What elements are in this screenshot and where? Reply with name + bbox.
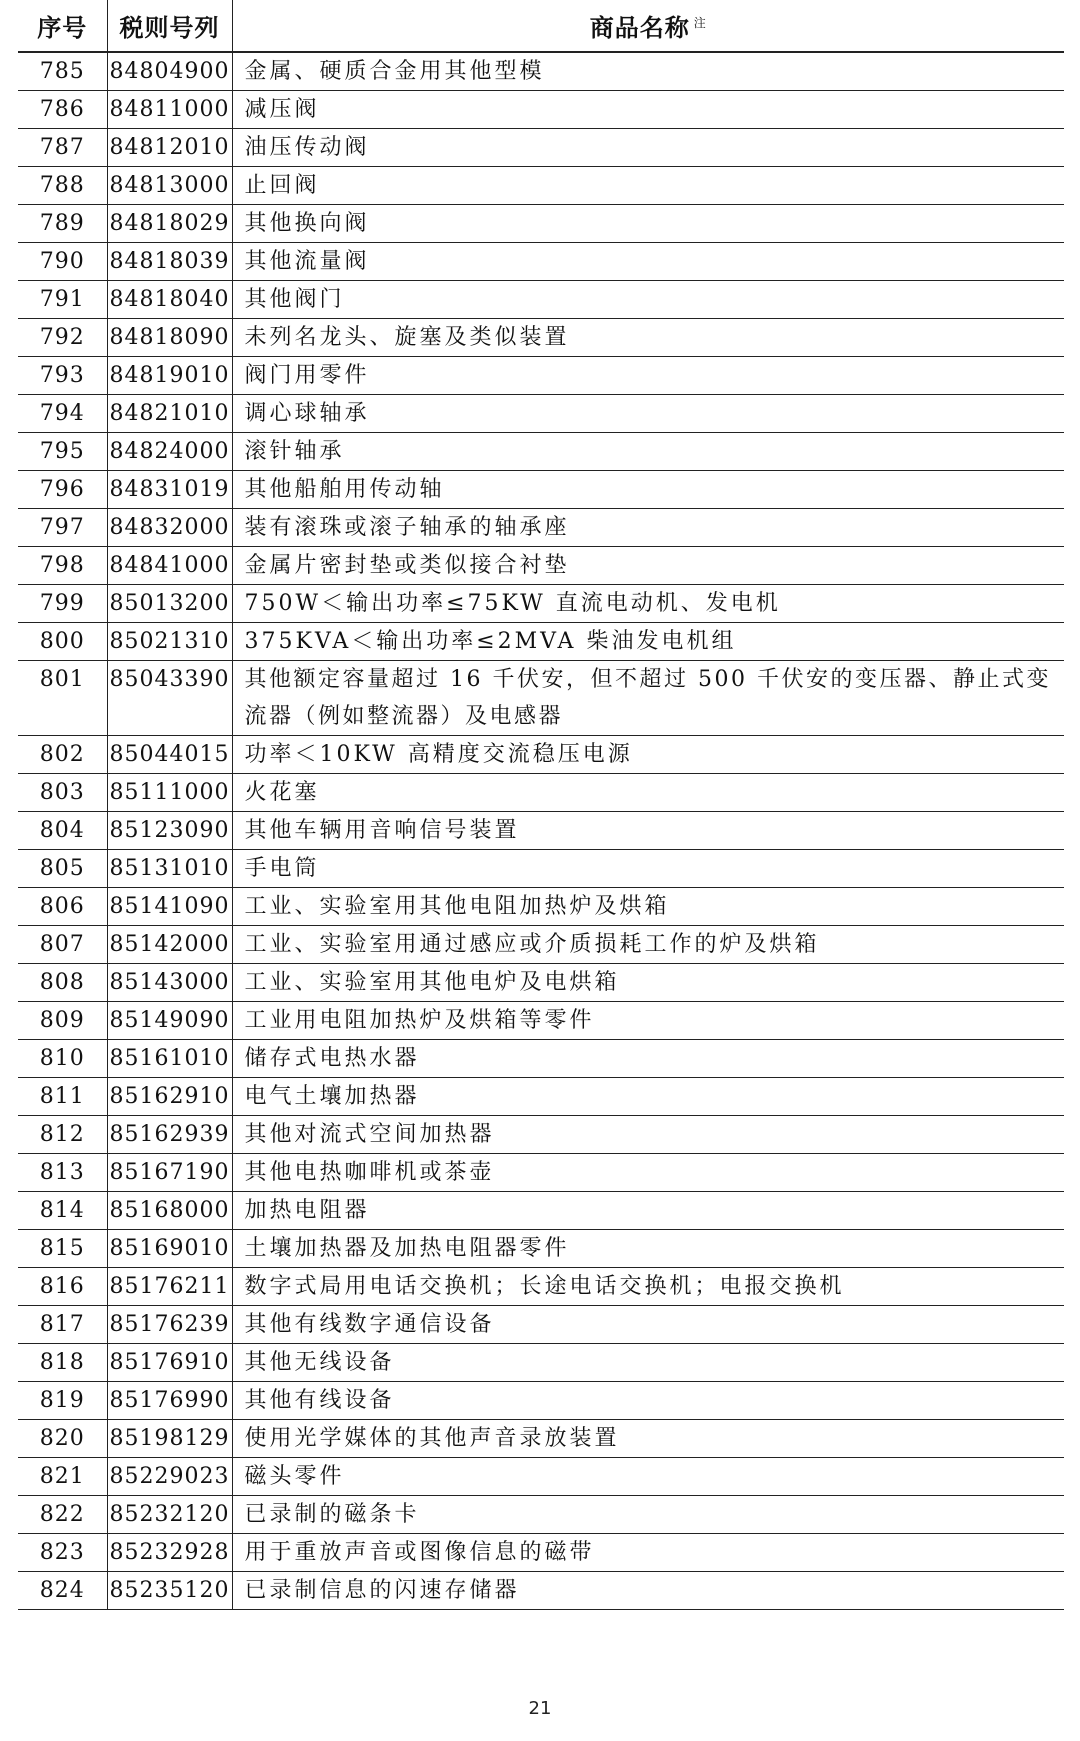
serial-no-cell: 804 xyxy=(18,812,107,850)
serial-no-cell: 797 xyxy=(18,509,107,547)
tariff-code-cell: 84821010 xyxy=(107,395,232,433)
tariff-code-cell: 85176211 xyxy=(107,1268,232,1306)
serial-no-cell: 817 xyxy=(18,1306,107,1344)
commodity-name-cell: 储存式电热水器 xyxy=(232,1040,1064,1078)
tariff-code-cell: 85021310 xyxy=(107,623,232,661)
commodity-name-cell: 金属、硬质合金用其他型模 xyxy=(232,52,1064,91)
commodity-name-cell: 油压传动阀 xyxy=(232,129,1064,167)
tariff-code-cell: 85149090 xyxy=(107,1002,232,1040)
commodity-name-cell: 其他阀门 xyxy=(232,281,1064,319)
table-row xyxy=(18,1040,1064,1078)
serial-no-cell: 819 xyxy=(18,1382,107,1420)
table-row xyxy=(18,585,1064,623)
table-row xyxy=(18,471,1064,509)
table-row xyxy=(18,1496,1064,1534)
commodity-name-cell: 滚针轴承 xyxy=(232,433,1064,471)
tariff-code-cell: 85176239 xyxy=(107,1306,232,1344)
serial-no-cell: 802 xyxy=(18,736,107,774)
tariff-code-cell: 84818029 xyxy=(107,205,232,243)
tariff-code-cell: 85161010 xyxy=(107,1040,232,1078)
table-row xyxy=(18,1420,1064,1458)
tariff-code-cell: 84818039 xyxy=(107,243,232,281)
table-row xyxy=(18,1572,1064,1610)
commodity-name-cell: 金属片密封垫或类似接合衬垫 xyxy=(232,547,1064,585)
serial-no-cell: 806 xyxy=(18,888,107,926)
commodity-name-cell: 其他无线设备 xyxy=(232,1344,1064,1382)
header-serial-no: 序号 xyxy=(18,0,107,52)
commodity-name-cell: 装有滚珠或滚子轴承的轴承座 xyxy=(232,509,1064,547)
serial-no-cell: 820 xyxy=(18,1420,107,1458)
commodity-name-cell: 750W＜输出功率≤75KW 直流电动机、发电机 xyxy=(232,585,1064,623)
serial-no-cell: 785 xyxy=(18,52,107,91)
commodity-name-cell: 减压阀 xyxy=(232,91,1064,129)
commodity-name-cell: 其他有线设备 xyxy=(232,1382,1064,1420)
tariff-code-cell: 84812010 xyxy=(107,129,232,167)
tariff-code-cell: 84818090 xyxy=(107,319,232,357)
header-commodity-name xyxy=(232,0,1064,52)
serial-no-cell: 803 xyxy=(18,774,107,812)
commodity-name-cell: 工业、实验室用其他电阻加热炉及烘箱 xyxy=(232,888,1064,926)
table-row xyxy=(18,319,1064,357)
tariff-code-cell: 85162910 xyxy=(107,1078,232,1116)
table-row xyxy=(18,812,1064,850)
commodity-name-cell: 工业、实验室用其他电炉及电烘箱 xyxy=(232,964,1064,1002)
serial-no-cell: 809 xyxy=(18,1002,107,1040)
table-row xyxy=(18,1344,1064,1382)
table-row xyxy=(18,623,1064,661)
table-row xyxy=(18,1230,1064,1268)
commodity-name-cell: 火花塞 xyxy=(232,774,1064,812)
header-tariff-code: 税则号列 xyxy=(107,0,232,52)
header-note-mark: 注 xyxy=(693,16,707,30)
tariff-code-cell: 85232928 xyxy=(107,1534,232,1572)
table-body xyxy=(18,52,1064,1610)
serial-no-cell: 793 xyxy=(18,357,107,395)
tariff-code-cell: 85235120 xyxy=(107,1572,232,1610)
serial-no-cell: 816 xyxy=(18,1268,107,1306)
serial-no-cell: 813 xyxy=(18,1154,107,1192)
tariff-code-cell: 85131010 xyxy=(107,850,232,888)
table-row xyxy=(18,1192,1064,1230)
serial-no-cell: 786 xyxy=(18,91,107,129)
serial-no-cell: 789 xyxy=(18,205,107,243)
table-row xyxy=(18,1458,1064,1496)
tariff-code-cell: 84841000 xyxy=(107,547,232,585)
table-row xyxy=(18,167,1064,205)
tariff-code-cell: 85013200 xyxy=(107,585,232,623)
tariff-code-cell: 84832000 xyxy=(107,509,232,547)
serial-no-cell: 799 xyxy=(18,585,107,623)
serial-no-cell: 818 xyxy=(18,1344,107,1382)
tariff-code-cell: 85123090 xyxy=(107,812,232,850)
serial-no-cell: 811 xyxy=(18,1078,107,1116)
table-row xyxy=(18,774,1064,812)
commodity-name-cell: 已录制信息的闪速存储器 xyxy=(232,1572,1064,1610)
tariff-code-cell: 85176990 xyxy=(107,1382,232,1420)
table-row xyxy=(18,964,1064,1002)
tariff-code-cell: 85232120 xyxy=(107,1496,232,1534)
serial-no-cell: 810 xyxy=(18,1040,107,1078)
serial-no-cell: 798 xyxy=(18,547,107,585)
commodity-name-cell: 其他车辆用音响信号装置 xyxy=(232,812,1064,850)
commodity-name-cell: 电气土壤加热器 xyxy=(232,1078,1064,1116)
table-row xyxy=(18,1268,1064,1306)
serial-no-cell: 807 xyxy=(18,926,107,964)
table-row xyxy=(18,1534,1064,1572)
commodity-name-cell: 其他额定容量超过 16 千伏安，但不超过 500 千伏安的变压器、静止式变流器（例如整流器）及电感器 xyxy=(232,661,1064,736)
tariff-code-cell: 85162939 xyxy=(107,1116,232,1154)
tariff-code-cell: 85168000 xyxy=(107,1192,232,1230)
tariff-code-cell: 84811000 xyxy=(107,91,232,129)
table-header-row xyxy=(18,0,1064,52)
tariff-code-cell: 85229023 xyxy=(107,1458,232,1496)
serial-no-cell: 787 xyxy=(18,129,107,167)
commodity-name-cell: 调心球轴承 xyxy=(232,395,1064,433)
serial-no-cell: 822 xyxy=(18,1496,107,1534)
tariff-code-cell: 84818040 xyxy=(107,281,232,319)
table-row xyxy=(18,1306,1064,1344)
page-number: 21 xyxy=(528,1698,552,1719)
commodity-name-cell: 未列名龙头、旋塞及类似装置 xyxy=(232,319,1064,357)
table-row xyxy=(18,129,1064,167)
tariff-code-cell: 84824000 xyxy=(107,433,232,471)
serial-no-cell: 795 xyxy=(18,433,107,471)
table-row xyxy=(18,357,1064,395)
serial-no-cell: 812 xyxy=(18,1116,107,1154)
table-row xyxy=(18,205,1064,243)
table-row xyxy=(18,395,1064,433)
commodity-name-cell: 功率＜10KW 高精度交流稳压电源 xyxy=(232,736,1064,774)
commodity-name-cell: 其他船舶用传动轴 xyxy=(232,471,1064,509)
tariff-code-cell: 85142000 xyxy=(107,926,232,964)
tariff-code-cell: 85167190 xyxy=(107,1154,232,1192)
tariff-code-cell: 85143000 xyxy=(107,964,232,1002)
commodity-name-cell: 土壤加热器及加热电阻器零件 xyxy=(232,1230,1064,1268)
tariff-code-cell: 84819010 xyxy=(107,357,232,395)
table-row xyxy=(18,1382,1064,1420)
table-row xyxy=(18,91,1064,129)
tariff-code-cell: 85198129 xyxy=(107,1420,232,1458)
commodity-name-cell: 其他对流式空间加热器 xyxy=(232,1116,1064,1154)
tariff-code-cell: 85044015 xyxy=(107,736,232,774)
commodity-name-cell: 磁头零件 xyxy=(232,1458,1064,1496)
commodity-name-cell: 加热电阻器 xyxy=(232,1192,1064,1230)
serial-no-cell: 801 xyxy=(18,661,107,736)
table-row xyxy=(18,1116,1064,1154)
table-row xyxy=(18,1002,1064,1040)
commodity-name-cell: 数字式局用电话交换机；长途电话交换机；电报交换机 xyxy=(232,1268,1064,1306)
commodity-name-cell: 375KVA＜输出功率≤2MVA 柴油发电机组 xyxy=(232,623,1064,661)
serial-no-cell: 788 xyxy=(18,167,107,205)
table-row xyxy=(18,433,1064,471)
tariff-code-cell: 84831019 xyxy=(107,471,232,509)
table-row xyxy=(18,888,1064,926)
tariff-code-cell: 85176910 xyxy=(107,1344,232,1382)
commodity-name-cell: 手电筒 xyxy=(232,850,1064,888)
table-row xyxy=(18,52,1064,91)
table-row xyxy=(18,547,1064,585)
serial-no-cell: 800 xyxy=(18,623,107,661)
commodity-name-cell: 阀门用零件 xyxy=(232,357,1064,395)
table-row xyxy=(18,1154,1064,1192)
commodity-name-cell: 工业用电阻加热炉及烘箱等零件 xyxy=(232,1002,1064,1040)
tariff-code-cell: 85043390 xyxy=(107,661,232,736)
table-row xyxy=(18,850,1064,888)
commodity-name-cell: 其他换向阀 xyxy=(232,205,1064,243)
table-row xyxy=(18,243,1064,281)
header-commodity-name-label: 商品名称 xyxy=(589,14,690,42)
commodity-name-cell: 其他电热咖啡机或茶壶 xyxy=(232,1154,1064,1192)
tariff-code-cell: 85169010 xyxy=(107,1230,232,1268)
table-row xyxy=(18,1078,1064,1116)
table-row xyxy=(18,509,1064,547)
commodity-name-cell: 止回阀 xyxy=(232,167,1064,205)
commodity-name-cell: 工业、实验室用通过感应或介质损耗工作的炉及烘箱 xyxy=(232,926,1064,964)
table-row xyxy=(18,926,1064,964)
serial-no-cell: 790 xyxy=(18,243,107,281)
serial-no-cell: 814 xyxy=(18,1192,107,1230)
commodity-name-cell: 其他流量阀 xyxy=(232,243,1064,281)
tariff-code-cell: 84813000 xyxy=(107,167,232,205)
commodity-name-cell: 其他有线数字通信设备 xyxy=(232,1306,1064,1344)
serial-no-cell: 805 xyxy=(18,850,107,888)
commodity-name-cell: 使用光学媒体的其他声音录放装置 xyxy=(232,1420,1064,1458)
serial-no-cell: 823 xyxy=(18,1534,107,1572)
commodity-table xyxy=(18,0,1064,1610)
tariff-code-cell: 84804900 xyxy=(107,52,232,91)
table-row xyxy=(18,661,1064,736)
tariff-code-cell: 85141090 xyxy=(107,888,232,926)
serial-no-cell: 792 xyxy=(18,319,107,357)
tariff-code-cell: 85111000 xyxy=(107,774,232,812)
serial-no-cell: 821 xyxy=(18,1458,107,1496)
commodity-name-cell: 已录制的磁条卡 xyxy=(232,1496,1064,1534)
serial-no-cell: 815 xyxy=(18,1230,107,1268)
table-row xyxy=(18,281,1064,319)
serial-no-cell: 824 xyxy=(18,1572,107,1610)
serial-no-cell: 791 xyxy=(18,281,107,319)
serial-no-cell: 808 xyxy=(18,964,107,1002)
commodity-name-cell: 用于重放声音或图像信息的磁带 xyxy=(232,1534,1064,1572)
serial-no-cell: 794 xyxy=(18,395,107,433)
table-row xyxy=(18,736,1064,774)
serial-no-cell: 796 xyxy=(18,471,107,509)
